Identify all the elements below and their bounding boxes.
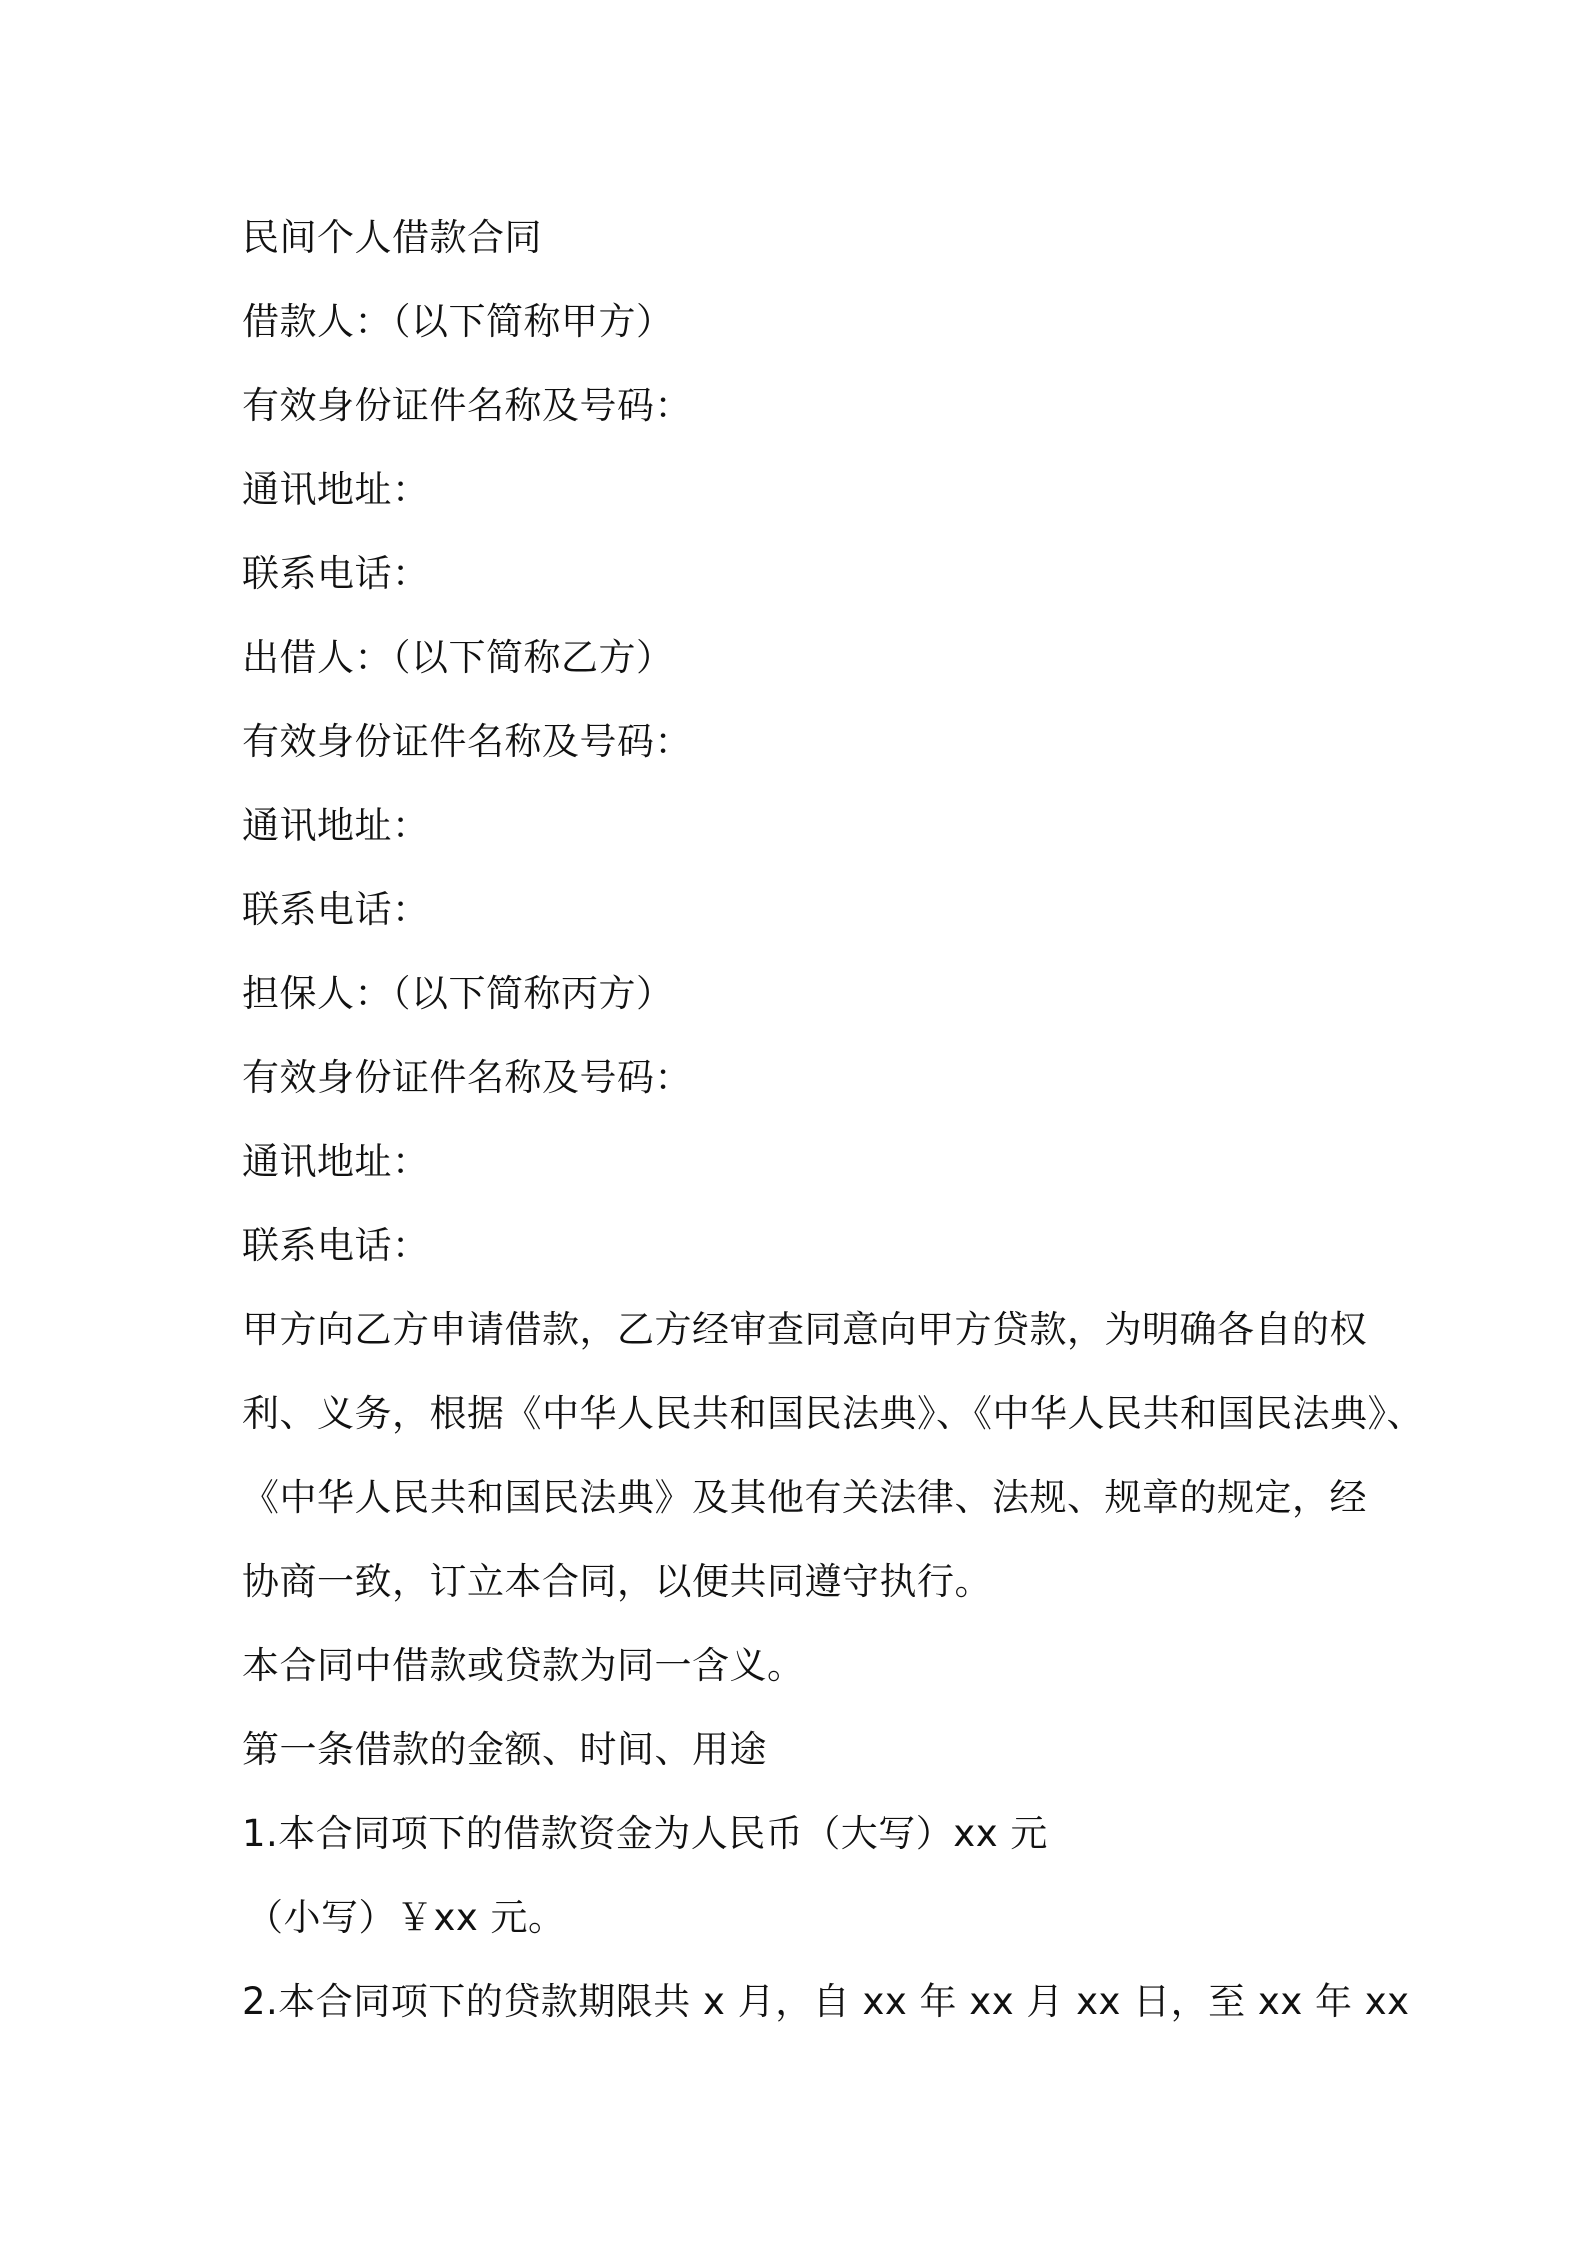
clause-1-amount-lower: （小写）￥xx 元。 — [246, 1896, 566, 1939]
article-1-heading: 第一条借款的金额、时间、用途 — [242, 1728, 767, 1771]
clause-1-amount-upper: 1.本合同项下的借款资金为人民币（大写）xx 元 — [242, 1812, 1048, 1855]
clause-2-term: 2.本合同项下的贷款期限共 x 月，自 xx 年 xx 月 xx 日，至 xx 年 xx — [242, 1980, 1410, 2023]
document-title: 民间个人借款合同 — [242, 216, 542, 259]
borrower-phone-field: 联系电话： — [242, 552, 430, 595]
definition-paragraph: 本合同中借款或贷款为同一含义。 — [242, 1644, 805, 1687]
lender-address-field: 通讯地址： — [242, 804, 430, 847]
contract-body — [242, 196, 1424, 2044]
guarantor-phone-field: 联系电话： — [242, 1224, 430, 1267]
borrower-address-field: 通讯地址： — [242, 468, 430, 511]
lender-phone-field: 联系电话： — [242, 888, 430, 931]
preamble-line: 甲方向乙方申请借款，乙方经审查同意向甲方贷款，为明确各自的权 — [242, 1308, 1367, 1351]
preamble-line: 利、义务，根据《中华人民共和国民法典》、《中华人民共和国民法典》、 — [242, 1392, 1424, 1435]
preamble-line: 协商一致，订立本合同，以便共同遵守执行。 — [242, 1560, 992, 1603]
lender-heading: 出借人：（以下简称乙方） — [242, 636, 674, 679]
guarantor-address-field: 通讯地址： — [242, 1140, 430, 1183]
borrower-id-field: 有效身份证件名称及号码： — [242, 384, 692, 427]
borrower-heading: 借款人：（以下简称甲方） — [242, 300, 674, 343]
preamble-line: 《中华人民共和国民法典》及其他有关法律、法规、规章的规定，经 — [242, 1476, 1367, 1519]
lender-id-field: 有效身份证件名称及号码： — [242, 720, 692, 763]
guarantor-id-field: 有效身份证件名称及号码： — [242, 1056, 692, 1099]
guarantor-heading: 担保人：（以下简称丙方） — [242, 972, 674, 1015]
